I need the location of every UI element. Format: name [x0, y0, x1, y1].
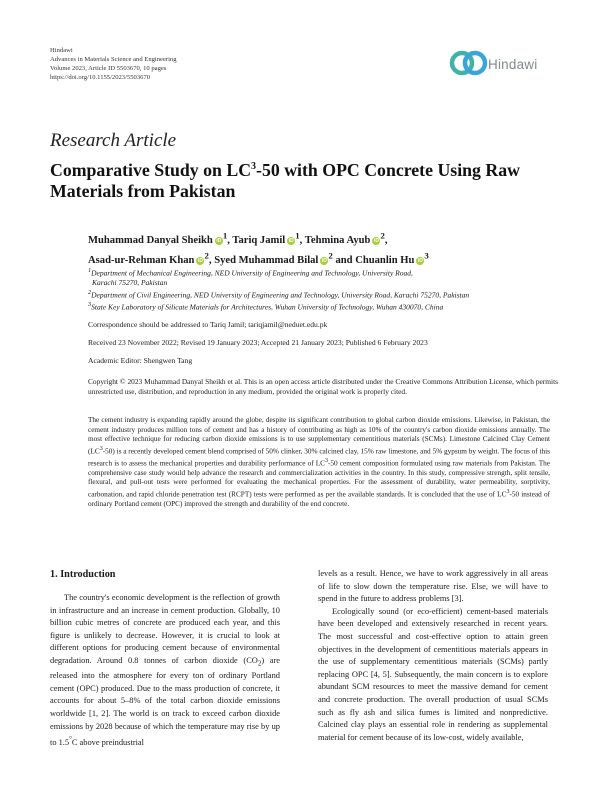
body-column-right [318, 568, 548, 744]
publication-dates: Received 23 November 2022; Revised 19 January 2023; Accepted 21 January 2023; Published 6 February 2023 [88, 338, 428, 347]
affiliation-continued: Karachi 75270, Pakistan [92, 278, 168, 288]
author: Tariq Jamil $iD^1$, [232, 230, 303, 246]
affiliation: $^3$State Key Laboratory of Silicate Materials for Architectures, Wuhan University of Technology, Wuhan 430070, China [88, 300, 444, 312]
volume-line: Volume 2023, Article ID 5503670, 10 pages [50, 65, 167, 72]
orcid-icon[interactable]: iD [197, 257, 203, 264]
affiliations [88, 266, 558, 312]
author: Tehmina Ayub $iD^2$, [304, 230, 388, 246]
orcid-icon[interactable]: iD [373, 237, 379, 244]
paragraph: The country's economic development is the reflection of growth in infrastructure and an increase in cement production. Globally, 10 billion cubic metres of concrete are produced each year, and this figure is unlikely to decrease. However, it is crucial to look at different options for producing cement because of environmental degradation. Around 0.8 tonnes of carbon dioxide $(CO_2)$ are released into the atmosphere for every ton of ordinary Portland cement (OPC) produced. Due to the mass production of concrete, it accounts for about 5–8% of the total carbon dioxide emissions worldwide [1, 2]. The world is on track to exceed carbon dioxide emissions by 2028 because of which the temperature may rise by up to 1.5°C above preindustrial [50, 593, 280, 747]
body-column-left [50, 568, 280, 750]
publisher-name: Hindawi [50, 47, 73, 54]
section-heading: 1. Introduction [50, 569, 116, 580]
author: Chuanlin Hu $iD^3$ [355, 250, 429, 266]
author: Syed Muhammad Bilal $iD^2$ and [214, 250, 353, 266]
journal-name: Advances in Materials Science and Engineering [50, 56, 177, 63]
hindawi-logo-text: Hindawi [488, 57, 538, 72]
affiliation: $^1$Department of Mechanical Engineering, NED University of Engineering and Technology, University Road, [88, 267, 413, 278]
abstract: The cement industry is expanding rapidly around the globe, despite its significant contribution to global carbon dioxide emissions. Likewise, in Pakistan, the cement industry produces million tons of cement and has a history of contributing as high as 10% of the country's carbon dioxide emissions annually. The most effective technique for reducing carbon dioxide emissions is to use supplementary cementitious materials (SCMs). Limestone Calcined Clay Cement $(LC^3-50)$ is a recently developed cement blend comprised of 50% clinker, 30% calcined clay, 15% raw limestone, and 5% gypsum by weight. The focus of this research is to assess the mechanical properties and durability performance of $LC^3-50$ cement composition formulated using raw materials from Pakistan. The comprehensive case study would help advance the research and commercialization activities in the country. In this study, compressive strength, split tensile, flexural, and pull-out tests were performed for evaluating the mechanical properties. For the assessment of durability, water permeability, sorptivity, carbonation, and rapid chloride penetration test (RCPT) tests were performed as per the available standards. It is concluded that the use of $LC^3-50$ instead of ordinary Portland cement (OPC) improved the strength and durability of the end concrete. [88, 416, 550, 508]
orcid-icon[interactable]: iD [417, 257, 423, 264]
journal-header [50, 46, 290, 82]
article-title: Comparative Study on $LC^3-50$ with OPC Concrete Using Raw Materials from Pakistan [50, 159, 520, 201]
orcid-icon[interactable]: iD [216, 237, 222, 244]
paragraph: Ecologically sound (or eco-efficient) cement-based materials have been developed and extensively researched in recent years. The most successful and cost-effective option to attain green objectives in the development of cementitious materials appears in the use of supplementary cementitious materials (SCMs) partly replacing OPC [4, 5]. Subsequently, the main concern is to explore abundant SCM resources to meet the massive demand for cement and concrete production. The overall production of usual SCMs such as fly ash and silica fumes is limited and nonpredictive. Calcined clay plays an essential role in rendering as supplemental material for cement because of its low-cost, widely available, [318, 606, 548, 742]
author: Asad-ur-Rehman Khan $iD^2$, [88, 250, 212, 266]
academic-editor: Academic Editor: Shengwen Tang [88, 356, 193, 365]
affiliation: $^2$Department of Civil Engineering, NED University of Engineering and Technology, University Road, Karachi 75270, Pakistan [88, 288, 470, 300]
copyright-notice: Copyright © 2023 Muhammad Danyal Sheikh et al. This is an open access article distributed under the Creative Commons Attribution License, which permits unrestricted use, distribution, and reproduction in any medium, provided the original work is properly cited. [88, 377, 558, 396]
author: Muhammad Danyal Sheikh $iD^1$, [88, 230, 230, 246]
author-list [88, 228, 548, 268]
doi-link[interactable]: https://doi.org/10.1155/2023/5503670 [50, 74, 151, 81]
orcid-icon[interactable]: iD [288, 237, 294, 244]
correspondence: Correspondence should be addressed to Tariq Jamil; tariqjamil@neduet.edu.pk [88, 320, 328, 329]
orcid-icon[interactable]: iD [321, 257, 327, 264]
article-type: Research Article [50, 130, 177, 151]
paragraph: levels as a result. Hence, we have to work aggressively in all areas of life to slow down the temperature rise. Else, we will have to spend in the future to address problems [3]. [318, 569, 548, 604]
